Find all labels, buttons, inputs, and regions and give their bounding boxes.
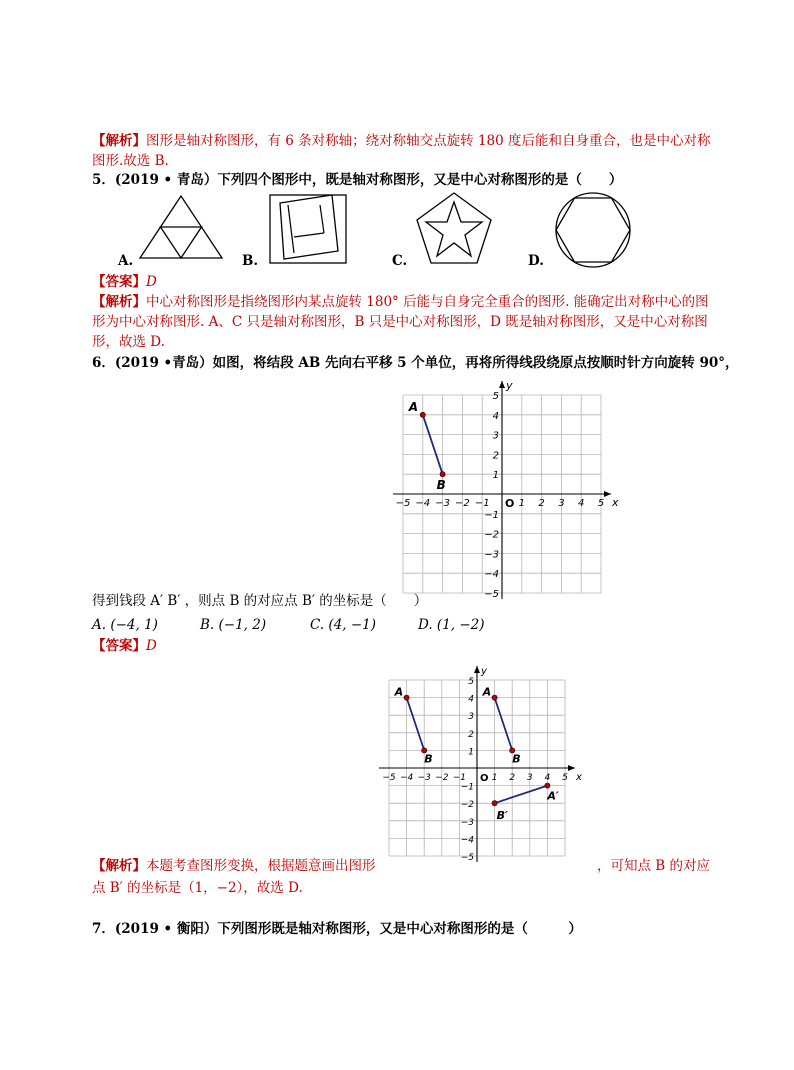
x-tick-label: −4 [415,498,431,509]
point-a [492,695,497,700]
y-axis-label: y [481,666,487,677]
origin-label: O [505,497,515,510]
option-d: D. (1, −2) [418,617,485,633]
y-tick-label: −2 [460,800,474,811]
point-label: A [408,399,419,414]
y-axis-arrow [474,666,480,673]
x-axis-arrow [568,765,575,771]
x-tick-label: −5 [382,773,396,783]
point-label: A [482,685,492,699]
coordinate-graph-solution [384,668,594,863]
segment-ab [495,698,513,751]
y-tick-label: 5 [468,677,474,687]
y-tick-label: 2 [492,450,499,462]
x-tick-label: −2 [455,498,470,509]
point-b [440,472,445,477]
x-tick-label: −5 [395,498,411,509]
option-c: C. (4, −1) [310,617,377,633]
point-a [404,695,409,700]
y-axis-arrow [499,381,505,388]
x-tick-label: 1 [518,498,525,509]
x-tick-label: −3 [417,773,431,783]
x-tick-label: −4 [399,773,414,783]
question-5-stem: 5．(2019 • 青岛）下列四个图形中，既是轴对称图形，又是中心对称图形的是（ ） [92,172,623,188]
point-b [492,801,497,806]
x-axis-arrow [604,491,611,497]
figure-star-pentagon [414,190,494,266]
x-tick-label: 1 [491,773,498,783]
question-6-stem-continued: 得到钱段 A′ B′ ，则点 B 的对应点 B′ 的坐标是（ ） [92,593,428,609]
analysis-line: 图形.故选 B. [92,153,169,169]
analysis-line: 点 B′ 的坐标是（1，−2），故选 D. [92,880,303,896]
answer-line: 【答案】D [92,274,157,290]
option-c-label: C. [392,253,408,269]
x-tick-label: −1 [452,773,467,783]
analysis-line: 【解析】本题考查图形变换，根据题意画出图形 [92,858,376,874]
x-tick-label: 3 [558,498,565,509]
x-tick-label: 4 [578,498,585,509]
x-tick-label: 4 [544,773,551,783]
y-tick-label: 3 [468,712,474,723]
point-label: B [512,752,521,766]
point-label: A [394,685,404,699]
y-tick-label: −3 [460,817,474,828]
y-tick-label: 1 [468,747,474,758]
segment-ab [407,698,425,751]
point-label: B [436,478,446,493]
y-tick-label: 1 [492,470,499,482]
segment-ab [495,786,548,804]
y-tick-label: −5 [460,853,474,863]
segment-ab [423,415,443,474]
figure-square [268,193,350,265]
figure-hexagon-circle [553,190,633,270]
answer-line: 【答案】D [92,638,157,654]
point-label: B [424,752,433,766]
y-tick-label: −2 [484,529,499,541]
point-a [420,412,425,417]
option-d-label: D. [528,253,544,269]
y-tick-label: −4 [484,569,499,581]
analysis-line: 【解析】中心对称图形是指绕图形内某点旋转 180° 后能与自身完全重合的图形. 能确定出对称中心的图 [92,294,709,310]
question-7-stem: 7．(2019 • 衡阳）下列图形既是轴对称图形，又是中心对称图形的是（ ） [92,921,582,937]
y-tick-label: 4 [468,694,474,705]
x-tick-label: 2 [538,498,545,509]
y-tick-label: −1 [484,509,499,521]
x-axis-label: x [612,496,619,509]
x-tick-label: 3 [526,773,533,783]
option-b: B. (−1, 2) [200,617,267,633]
figure-triangle [136,192,226,262]
point-label: B′ [496,809,508,823]
coordinate-graph-original [392,380,622,605]
analysis-line: 【解析】图形是轴对称图形，有 6 条对称轴；绕对称轴交点旋转 180 度后能和自身重合，也是中心对称 [92,133,711,149]
question-6-stem: 6．(2019 •青岛）如图，将结段 AB 先向右平移 5 个单位，再将所得线段绕原点按顺时针方向旋转 90°， [92,355,739,371]
option-a-label: A. [118,253,134,269]
y-tick-label: 2 [468,729,474,740]
x-tick-label: −2 [435,773,449,783]
option-b-label: B. [242,253,259,269]
x-tick-label: 2 [509,773,516,783]
point-label: A′ [547,789,559,803]
option-a: A. (−4, 1) [92,617,158,633]
y-axis-label: y [506,379,513,392]
x-axis-label: x [576,772,582,783]
analysis-line: 形为中心对称图形. A、C 只是轴对称图形，B 只是中心对称图形，D 既是轴对称图形，又是中心对称图 [92,314,708,330]
analysis-line: 形，故选 D. [92,334,165,350]
y-tick-label: 3 [492,430,499,442]
x-tick-label: −3 [435,498,450,509]
x-tick-label: 5 [562,773,568,783]
y-tick-label: −1 [460,782,474,793]
y-tick-label: −3 [484,549,499,561]
y-tick-label: −5 [484,589,499,600]
y-tick-label: 5 [492,391,499,402]
y-tick-label: −4 [460,835,474,846]
x-tick-label: −1 [474,498,490,509]
point-a [545,783,550,788]
analysis-line-tail: ，可知点 B 的对应 [597,858,711,874]
y-tick-label: 4 [492,410,499,422]
origin-label: O [480,773,489,784]
x-tick-label: 5 [597,498,605,509]
